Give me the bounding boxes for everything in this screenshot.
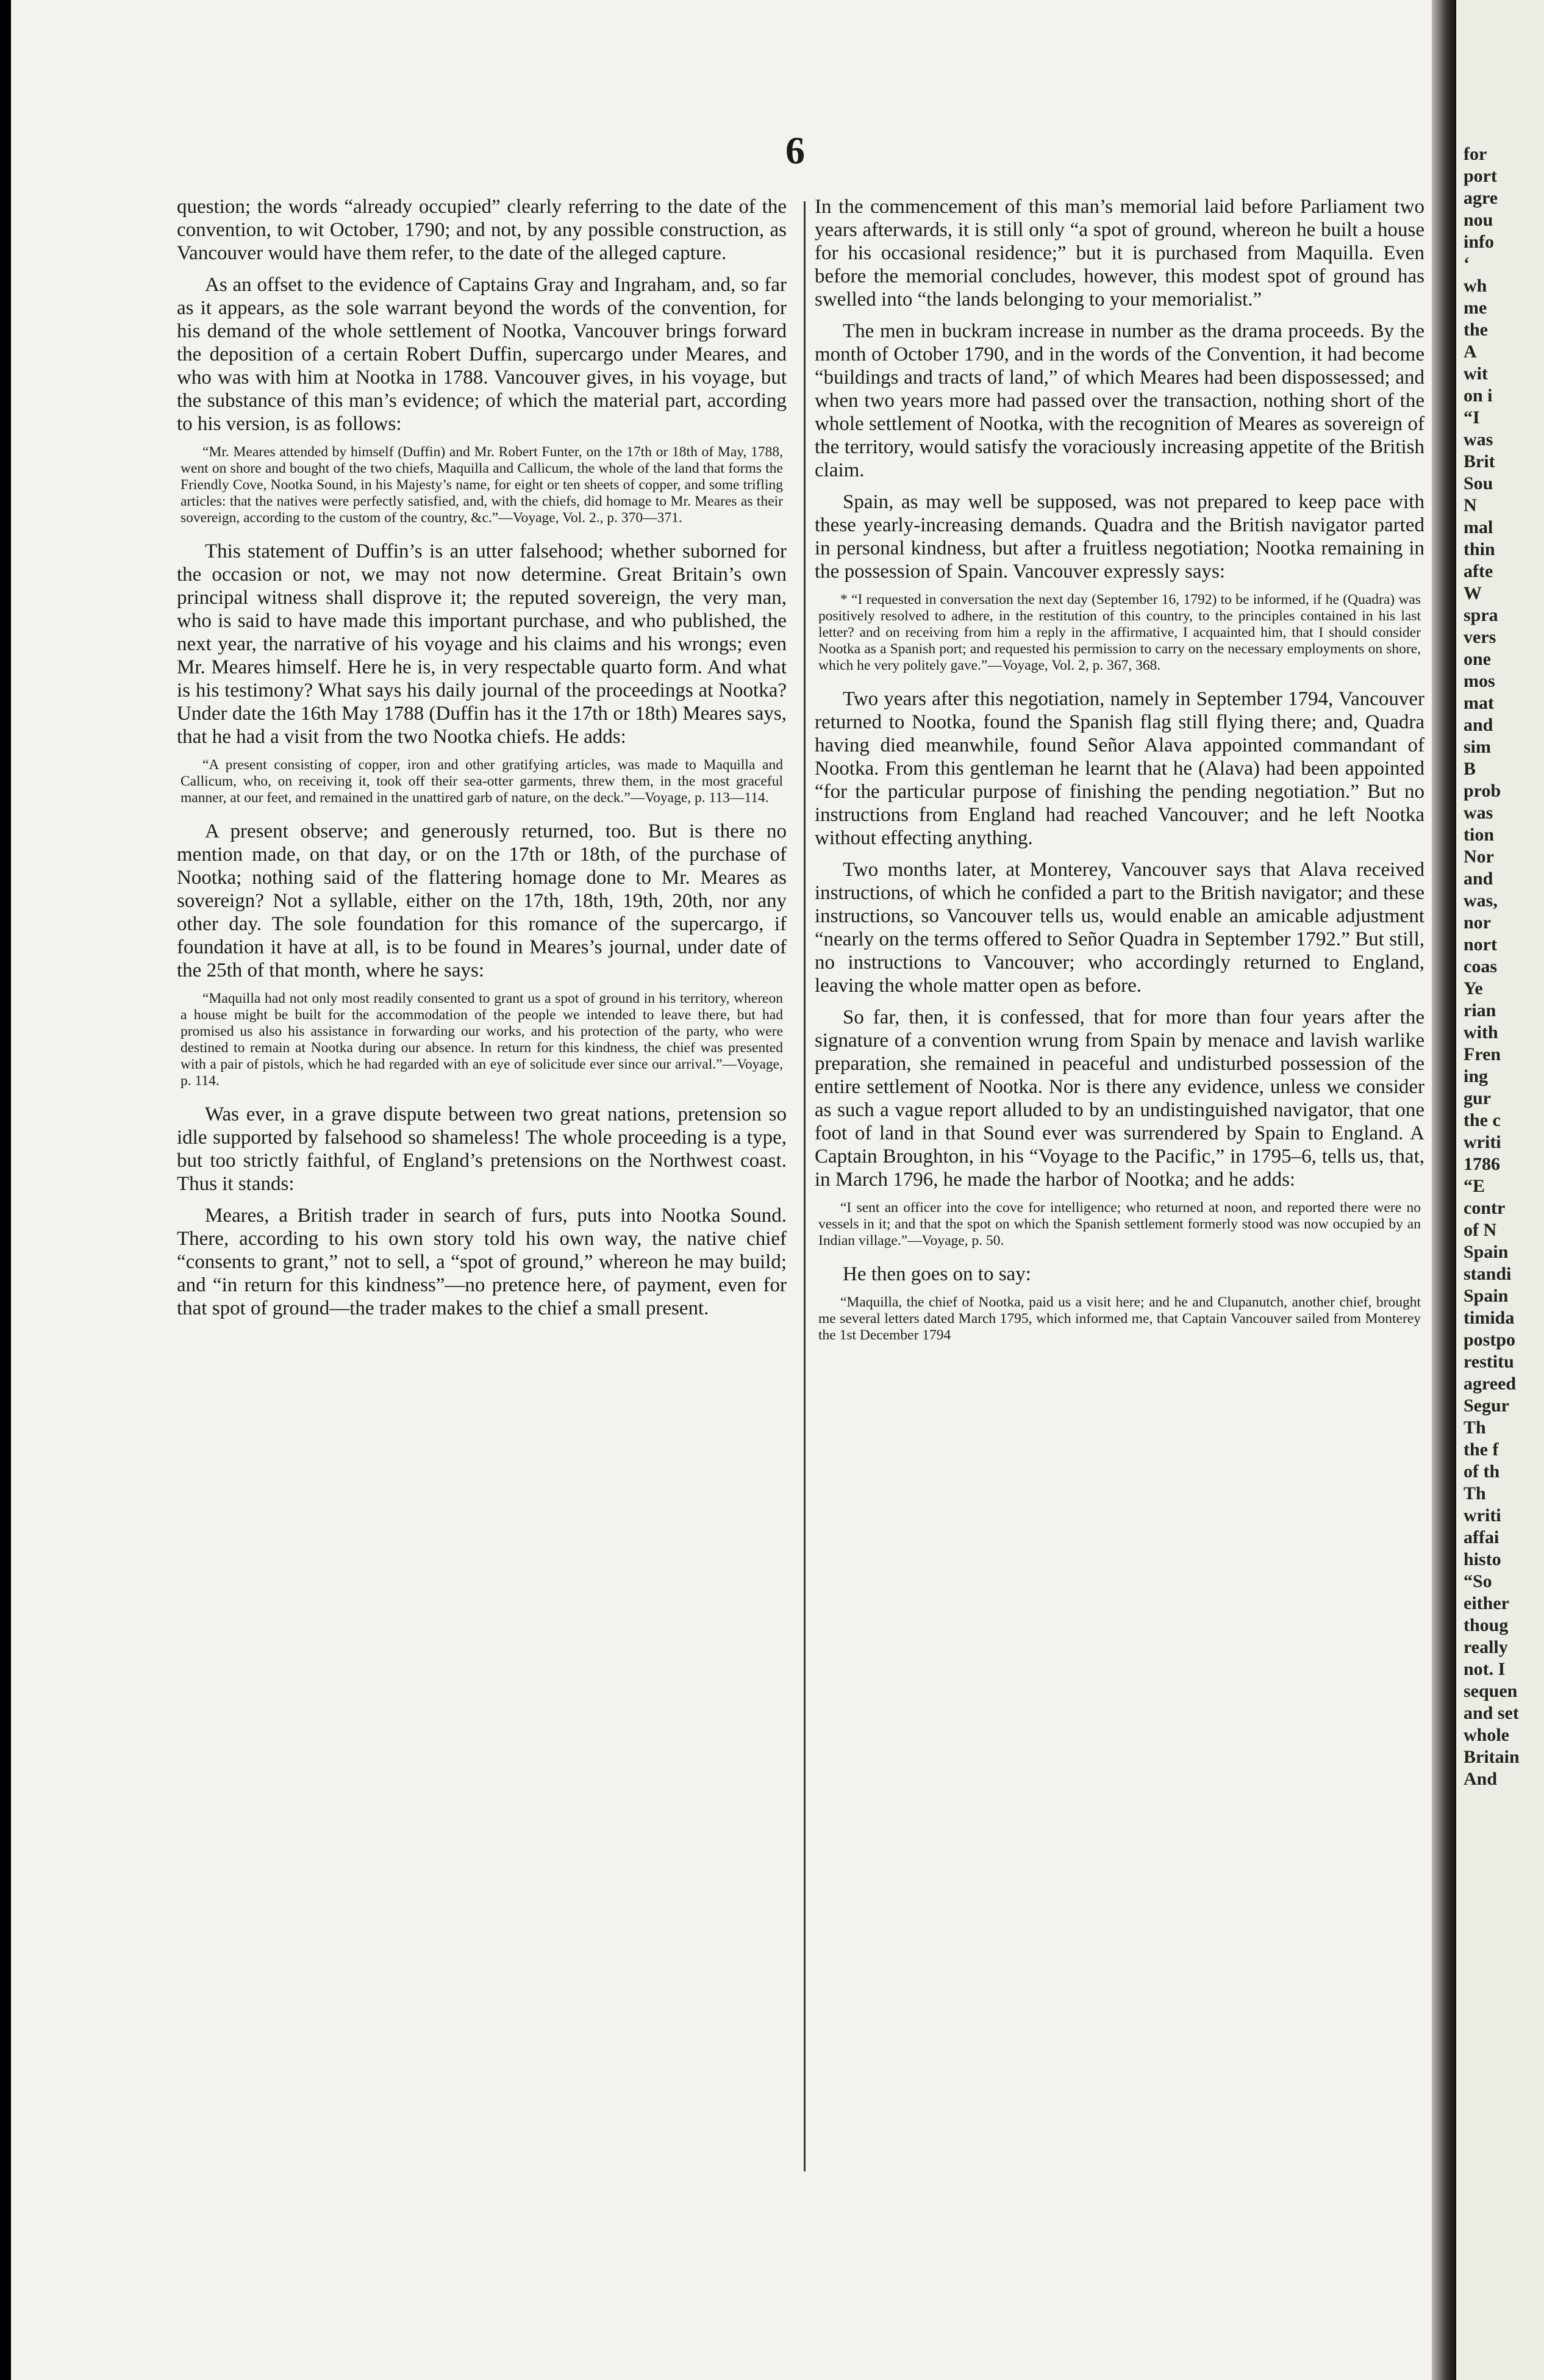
column-rule — [804, 201, 806, 2171]
block-quote: “I sent an officer into the cove for intelligence; who returned at noon, and reported there were no vessels in it; and that the spot on which the Spanish settlement formerly stood was now occupied by an Indian village.”—Voyage, p. 50. — [818, 1200, 1421, 1249]
paragraph: This statement of Duffin’s is an utter falsehood; whether suborned for the occasion or not, we may not now determine. Great Britain’s own principal witness shall disprove it; the reputed sovereign, the very man, who is said to have made this important purchase, and who published, the next year, the narrative of his voyage and his claims and his wrongs; even Mr. Meares himself. Here he is, in very respectable quarto form. And what is his testimony? What says his daily journal of the proceedings at Nootka? Under date the 16th May 1788 (Duffin has it the 17th or 18th) Meares says, that he had a visit from the two Nootka chiefs. He adds: — [177, 540, 787, 748]
paragraph: Was ever, in a grave dispute between two great nations, pretension so idle supported by falsehood so shameless! The whole proceeding is a type, but too strictly faithful, of England’s pretensions on the Northwest coast. Thus it stands: — [177, 1103, 787, 1195]
block-quote: “A present consisting of copper, iron and other gratifying articles, was made to Maquilla and Callicum, who, on receiving it, took off their sea-otter garments, threw them, in the most graceful manner, at our feet, and remained in the unattired garb of nature, on the deck.”—Voyage, p. 113—114. — [180, 757, 783, 806]
block-quote: “Maquilla, the chief of Nootka, paid us a visit here; and he and Clupanutch, another chief, brought me several letters dated March 1795, which informed me, that Captain Vancouver sailed from Monterey the 1st December 1794 — [818, 1294, 1421, 1343]
paragraph: Spain, as may well be supposed, was not prepared to keep pace with these yearly-increasing demands. Quadra and the British navigator parted in personal kindness, but after a fruitless negotiation; Nootka remaining in the possession of Spain. Vancouver expressly says: — [815, 491, 1424, 582]
paragraph: As an offset to the evidence of Captains Gray and Ingraham, and, so far as it appears, as the sole warrant beyond the words of the convention, for his demand of the whole settlement of Nootka, Vancouver brings forward the deposition of a certain Robert Duffin, supercargo under Meares, and who was with him at Nootka in 1788. Vancouver gives, in his voyage, but the substance of this man’s evidence; of which the material part, according to his version, is as follows: — [177, 274, 787, 435]
block-quote: “Maquilla had not only most readily consented to grant us a spot of ground in his territory, whereon a house might be built for the accommodation of the people we intended to leave there, but had promised us also his assistance in forwarding our works, and his protection of the party, who were destined to remain at Nootka during our absence. In return for this kindness, the chief was presented with a pair of pistols, which he had regarded with an eye of solicitude ever since our arrival.”—Voyage, p. 114. — [180, 991, 783, 1089]
paragraph: In the commencement of this man’s memorial laid before Parliament two years afterwards, it is still only “a spot of ground, whereon he built a house for his occasional residence;” but it is purchased from Maquilla. Even before the memorial concludes, however, this modest spot of ground has swelled into “the lands belonging to your memorialist.” — [815, 196, 1424, 310]
paragraph: Two months later, at Monterey, Vancouver says that Alava received instructions, of which he confided a part to the British navigator; and these instructions, so Vancouver tells us, would enable an amicable adjustment “nearly on the terms offered to Señor Quadra in September 1792.” But still, no instructions to Vancouver; who accordingly returned to England, leaving the whole matter open as before. — [815, 859, 1424, 997]
paragraph: A present observe; and generously returned, too. But is there no mention made, on that day, or on the 17th or 18th, of the purchase of Nootka; nothing said of the flattering homage done to Mr. Meares as sovereign? Not a syllable, either on the 17th, 18th, 19th, 20th, nor any other day. The sole foundation for this romance of the supercargo, if foundation it have at all, is to be found in Meares’s journal, under date of the 25th of that month, where he says: — [177, 820, 787, 981]
paragraph: Meares, a British trader in search of furs, puts into Nootka Sound. There, according to his own story told his own way, the native chief “consents to grant,” not to sell, a “spot of ground,” whereon he may build; and “in return for this kindness”—no pretence here, of payment, even for that spot of ground—the trader makes to the chief a small present. — [177, 1205, 787, 1319]
paragraph: question; the words “already occupied” clearly referring to the date of the convention, to wit October, 1790; and not, by any possible construction, as Vancouver would have them refer, to the date of the alleged capture. — [177, 196, 787, 264]
block-quote: * “I requested in conversation the next day (September 16, 1792) to be informed, if he (Quadra) was positively resolved to adhere, in the restitution of this country, to the principles contained in his last letter? and on receiving from him a reply in the affirmative, I acquainted him, that I should consider Nootka as a Spanish port; and requested his permission to carry on the necessary employments on shore, which he very politely gave.”—Voyage, Vol. 2, p. 367, 368. — [818, 592, 1421, 673]
paragraph: The men in buckram increase in number as the drama proceeds. By the month of October 1790, and in the words of the Convention, it had become “buildings and tracts of land,” of which Meares had been dispossessed; and when two years more had passed over the transaction, nothing short of the whole settlement of Nootka, with the recognition of Meares as sovereign of the territory, would satisfy the voraciously increasing appetite of the British claim. — [815, 320, 1424, 481]
book-gutter — [1432, 0, 1456, 2380]
left-column — [177, 195, 787, 1328]
next-page-fragment: for port agre nou info ‘ wh me the A wit on i “I was Brit Sou N mal thin afte W spra vers one mos mat and sim B prob was tion Nor and was, nor nort coas Ye rian with Fren ing gur the c writi 1786 “E contr of N Spain standi Spain timida postpo restitu agreed Segur Th the f of th Th writi affai histo “So either thoug really not. I sequen and set whole Britain And — [1464, 144, 1520, 1789]
paragraph: So far, then, it is confessed, that for more than four years after the signature of a convention wrung from Spain by menace and lavish warlike preparation, she remained in peaceful and undisturbed possession of the entire settlement of Nootka. Nor is there any evidence, unless we consider as such a vague report alluded to by an undistinguished navigator, that one foot of land in that Sound ever was surrendered by Spain to England. A Captain Broughton, in his “Voyage to the Pacific,” in 1795–6, tells us, that, in March 1796, he made the harbor of Nootka; and he adds: — [815, 1006, 1424, 1191]
page-number: 6 — [785, 129, 805, 172]
book-page — [11, 0, 1432, 2380]
paragraph: He then goes on to say: — [843, 1263, 1031, 1285]
right-column — [815, 195, 1424, 1357]
paragraph: Two years after this negotiation, namely in September 1794, Vancouver returned to Nootka, found the Spanish flag still flying there; and, Quadra having died meanwhile, found Señor Alava appointed commandant of Nootka. From this gentleman he learnt that he (Alava) had been appointed “for the particular purpose of finishing the pending negotiation.” But no instructions from England had reached Vancouver; and he left Nootka without effecting anything. — [815, 688, 1424, 849]
block-quote: “Mr. Meares attended by himself (Duffin) and Mr. Robert Funter, on the 17th or 18th of May, 1788, went on shore and bought of the two chiefs, Maquilla and Callicum, the whole of the land that forms the Friendly Cove, Nootka Sound, in his Majesty’s name, for eight or ten sheets of copper, and some trifling articles: that the natives were perfectly satisfied, and, with the chiefs, did homage to Mr. Meares as their sovereign, according to the custom of the country, &c.”—Voyage, Vol. 2., p. 370—371. — [180, 444, 783, 526]
